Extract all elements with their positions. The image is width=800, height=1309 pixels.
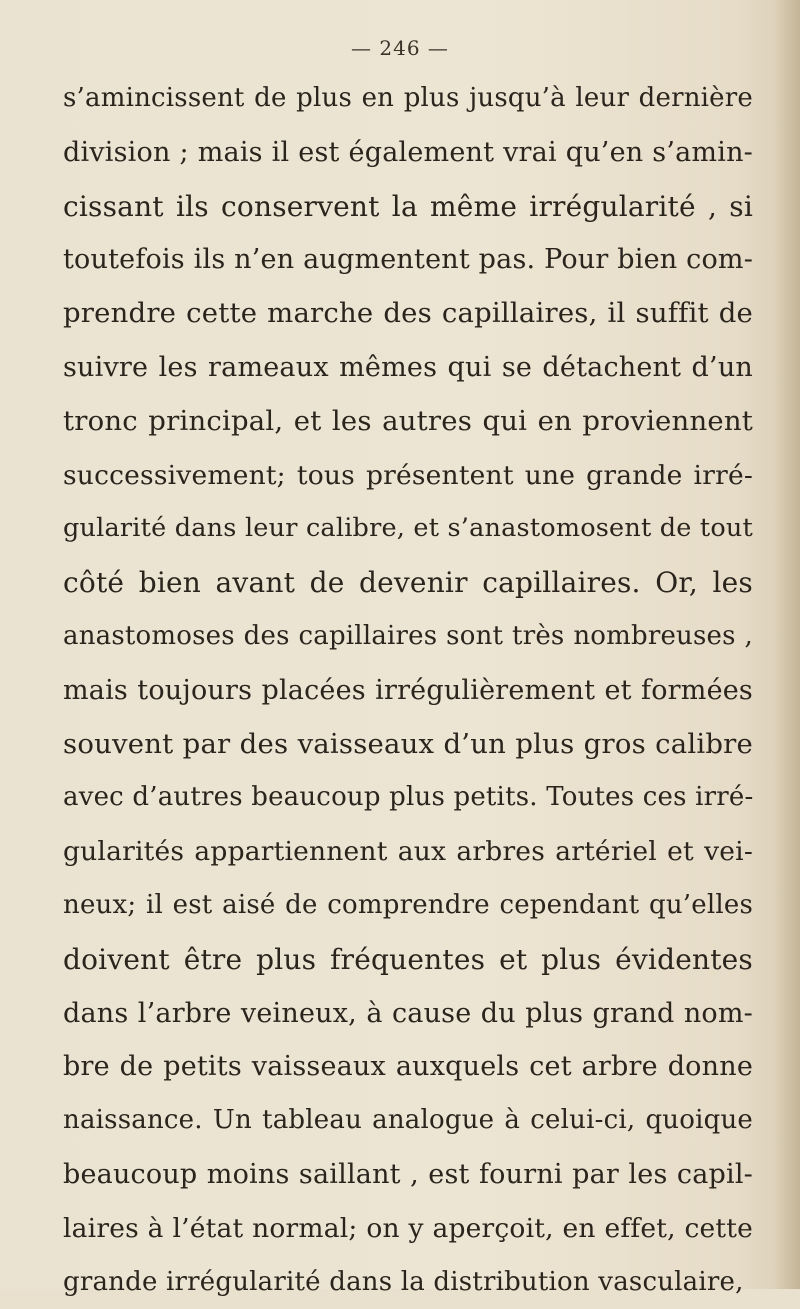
text-line: dans l’arbre veineux, à cause du plus grand nom-: [63, 997, 753, 1029]
text-line: mais toujours placées irrégulièrement et formées: [63, 674, 753, 706]
text-line: naissance. Un tableau analogue à celui-ci, quoique: [63, 1105, 753, 1136]
text-line: souvent par des vaisseaux d’un plus gros calibre: [63, 727, 753, 760]
page-number: — 246 —: [351, 36, 449, 60]
text-line: suivre les rameaux mêmes qui se détachent d’un: [63, 351, 753, 383]
text-line: tronc principal, et les autres qui en proviennent: [63, 404, 753, 437]
text-line: avec d’autres beaucoup plus petits. Toutes ces irré-: [63, 782, 754, 813]
text-line: laires à l’état normal; on y aperçoit, en effet, cette: [63, 1212, 753, 1244]
text-line: bre de petits vaisseaux auxquels cet arbre donne: [63, 1051, 753, 1083]
text-line: successivement; tous présentent une grande irré-: [63, 459, 753, 491]
text-line: s’amincissent de plus en plus jusqu’à leur dernière: [63, 83, 753, 113]
text-line: doivent être plus fréquentes et plus évidentes: [63, 942, 753, 976]
text-line: toutefois ils n’en augmentent pas. Pour bien com-: [63, 244, 754, 276]
text-line: cissant ils conservent la même irrégularité , si: [63, 189, 753, 223]
text-line: gularités appartiennent aux arbres artériel et vei-: [63, 836, 753, 868]
text-line: division ; mais il est également vrai qu’en s’amin-: [63, 136, 753, 168]
text-line: gularité dans leur calibre, et s’anastomosent de tout: [63, 513, 753, 544]
text-line: grande irrégularité dans la distribution vasculaire,: [63, 1266, 744, 1297]
text-line: côté bien avant de devenir capillaires. Or, les: [63, 566, 753, 600]
text-line: anastomoses des capillaires sont très nombreuses ,: [63, 620, 753, 651]
text-line: beaucoup moins saillant , est fourni par les capil-: [63, 1158, 753, 1190]
text-line: neux; il est aisé de comprendre cependant qu’elles: [63, 889, 753, 920]
page-edge-shadow: [774, 0, 800, 1289]
text-line: prendre cette marche des capillaires, il suffit de: [63, 297, 753, 330]
body-text: [63, 72, 753, 1309]
